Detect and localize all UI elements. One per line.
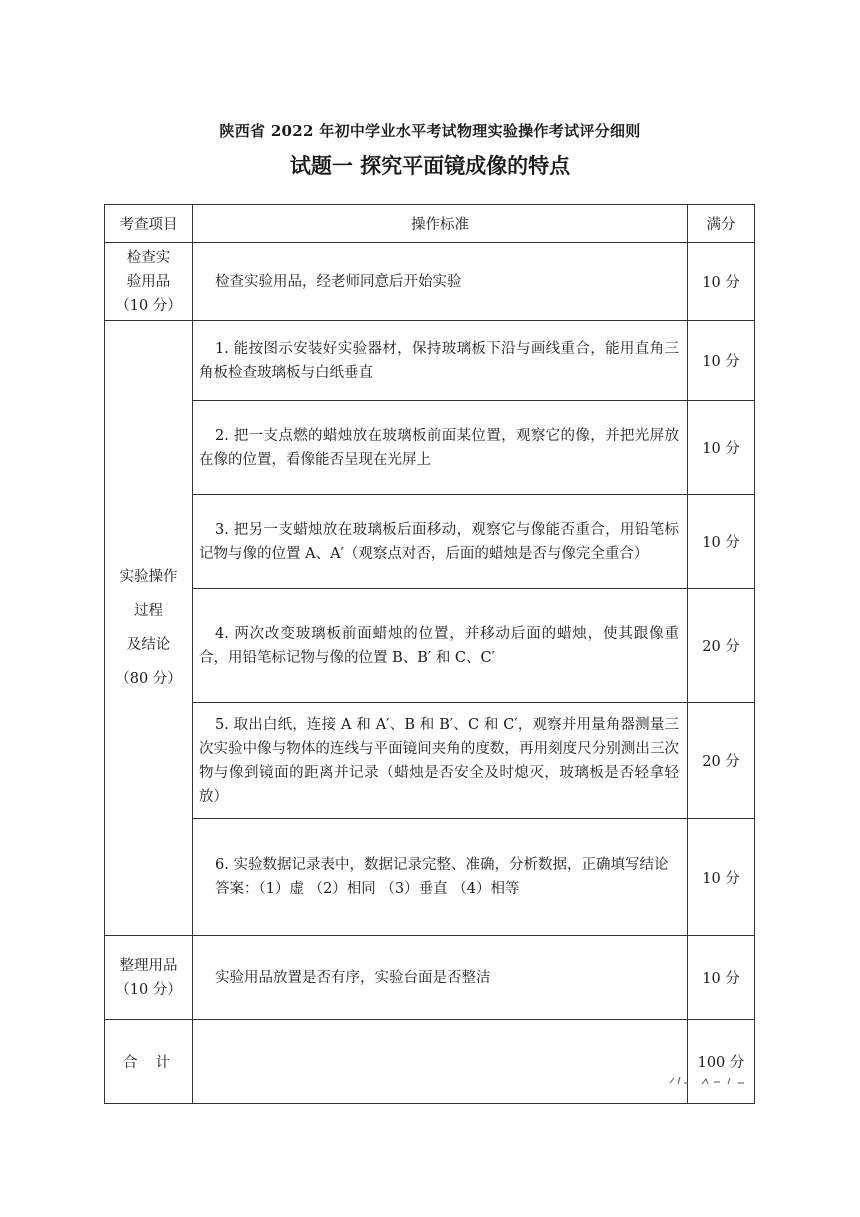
handwritten-mark-icon (668, 1074, 754, 1088)
category-line: （10 分） (115, 297, 182, 314)
standard-step-4 (193, 589, 688, 703)
category-check (105, 243, 193, 321)
table-header-row (105, 205, 755, 243)
standard-text: 2. 把一支点燃的蜡烛放在玻璃板前面某位置，观察它的像，并把光屏放在像的位置，看像能否呈现在光屏上 (199, 427, 679, 468)
table-row-step-6 (105, 819, 755, 936)
standard-text: 4. 两次改变玻璃板前面蜡烛的位置，并移动后面的蜡烛，使其跟像重合，用铅笔标记物与像的位置 B、B′ 和 C、C′ (199, 625, 679, 666)
category-line: 整理用品 (119, 957, 178, 974)
score-step-4: 20 分 (688, 589, 755, 703)
score-step-2: 10 分 (688, 401, 755, 495)
total-standard-empty (193, 1020, 688, 1104)
standard-check (193, 243, 688, 321)
category-tidy (105, 936, 193, 1020)
category-line: （80 分） (115, 671, 182, 687)
header-standard: 操作标准 (193, 205, 688, 243)
score-step-1: 10 分 (688, 321, 755, 401)
standard-text: 5. 取出白纸，连接 A 和 A′、B 和 B′、C 和 C′，观察并用量角器测量三次实验中像与物体的连线与平面镜间夹角的度数，再用刻度尺分别测出三次物与像到镜面的距离并记录（蜡烛是否安全及时熄灭，玻璃板是否轻拿轻放） (199, 716, 679, 805)
score-check: 10 分 (688, 243, 755, 321)
score-step-3: 10 分 (688, 495, 755, 589)
standard-text: 6. 实验数据记录表中，数据记录完整、准确，分析数据，正确填写结论 (215, 857, 669, 873)
table-row-total (105, 1020, 755, 1104)
standard-text: 检查实验用品，经老师同意后开始实验 (215, 273, 462, 290)
table-row-step-1 (105, 321, 755, 401)
header-item: 考查项目 (105, 205, 193, 243)
category-line: 实验操作 (119, 569, 178, 585)
standard-tidy (193, 936, 688, 1020)
standard-step-1 (193, 321, 688, 401)
table-row-check (105, 243, 755, 321)
header-score: 满分 (688, 205, 755, 243)
standard-step-5 (193, 703, 688, 819)
table-row-step-5 (105, 703, 755, 819)
total-score: 100 分 (688, 1020, 755, 1104)
page-subtitle: 试题一 探究平面镜成像的特点 (289, 154, 571, 178)
standard-step-2 (193, 401, 688, 495)
score-step-6: 10 分 (688, 819, 755, 936)
total-label: 合计 (105, 1020, 193, 1104)
scoring-table (104, 204, 755, 1104)
answer-line: 答案：（1）虚 （2）相同 （3）垂直 （4）相等 (215, 881, 520, 897)
standard-text: 1. 能按图示安装好实验器材，保持玻璃板下沿与画线重合，能用直角三角板检查玻璃板与白纸垂直 (199, 340, 679, 381)
standard-step-3 (193, 495, 688, 589)
category-line: 及结论 (126, 637, 171, 653)
score-step-5: 20 分 (688, 703, 755, 819)
page-title: 陕西省 2022 年初中学业水平考试物理实验操作考试评分细则 (219, 122, 641, 140)
score-tidy: 10 分 (688, 936, 755, 1020)
table-row-step-3 (105, 495, 755, 589)
table-row-step-4 (105, 589, 755, 703)
table-row-step-2 (105, 401, 755, 495)
standard-text: 3. 把另一支蜡烛放在玻璃板后面移动，观察它与像能否重合，用铅笔标记物与像的位置 A、A′（观察点对否，后面的蜡烛是否与像完全重合） (199, 521, 679, 562)
category-line: （10 分） (115, 981, 182, 998)
standard-step-6 (193, 819, 688, 936)
standard-text: 实验用品放置是否有序，实验台面是否整洁 (215, 969, 491, 986)
category-line: 检查实 (126, 249, 171, 266)
category-line: 验用品 (126, 273, 171, 290)
category-line: 过程 (134, 603, 163, 619)
table-row-tidy (105, 936, 755, 1020)
category-process (105, 321, 193, 936)
